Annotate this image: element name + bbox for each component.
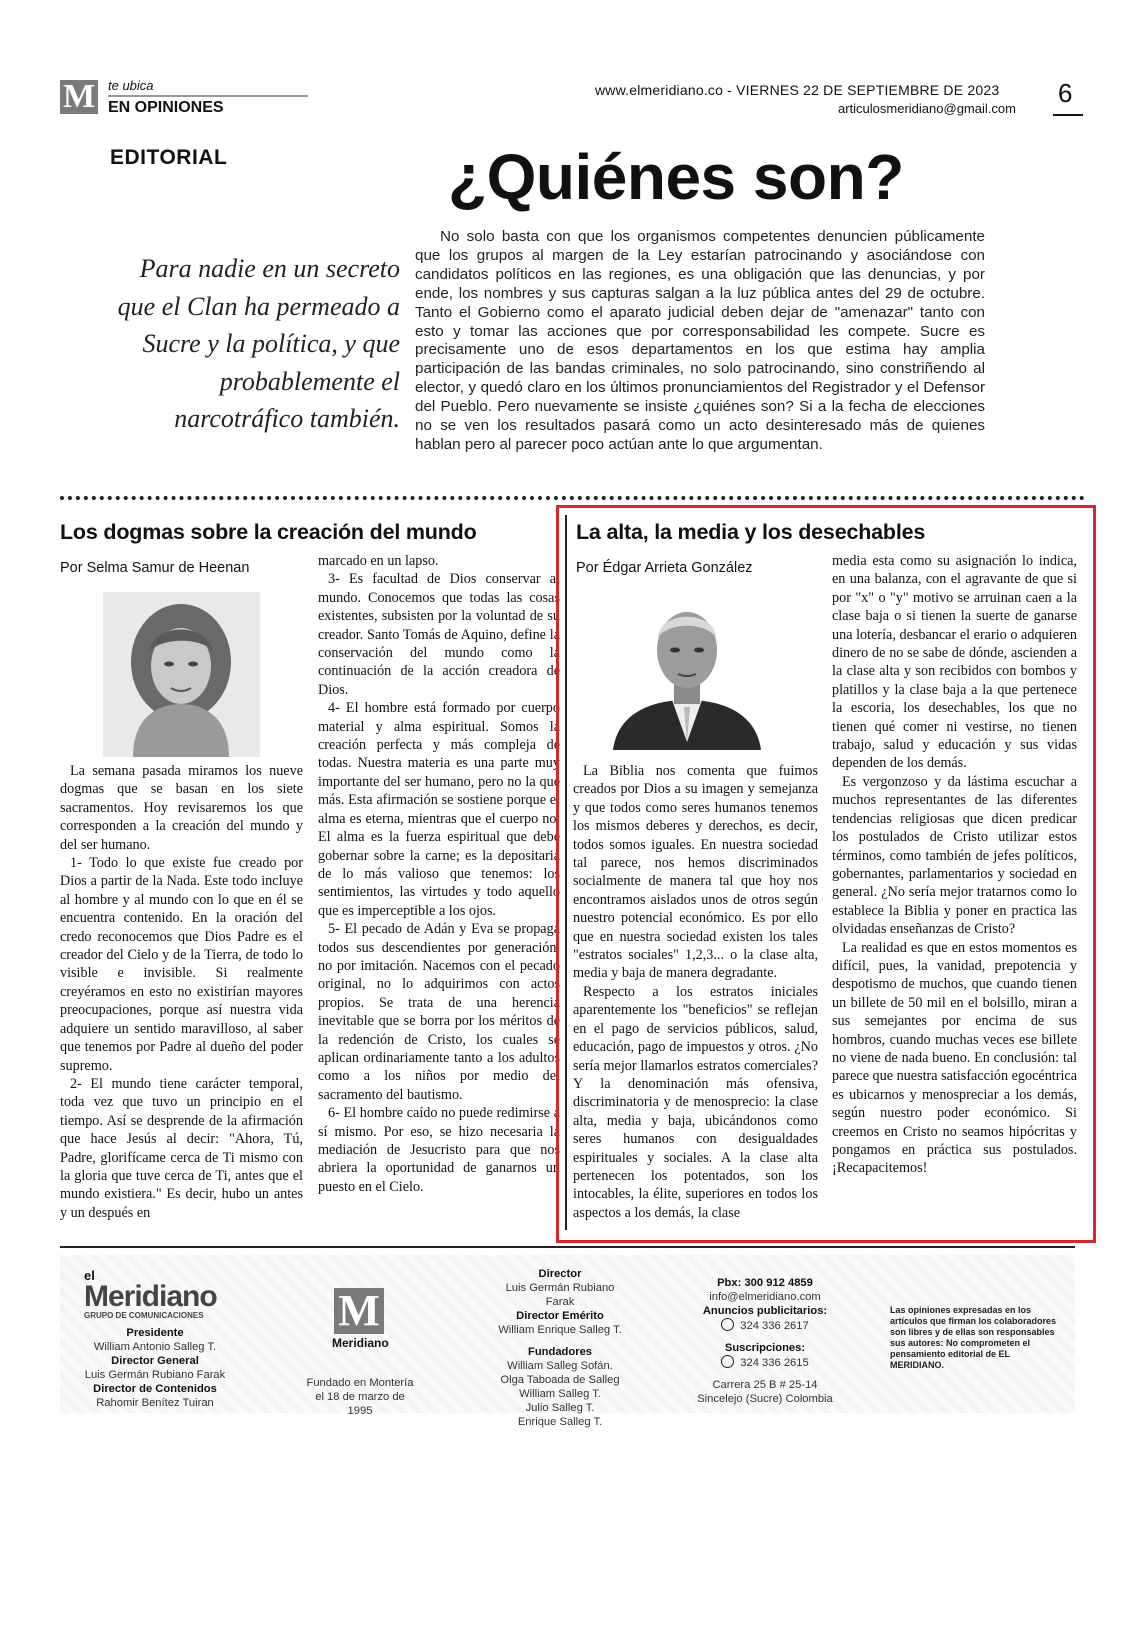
article-2-column-2 [832,552,1077,1178]
paragraph: Respecto a los estratos iniciales aparentemente los "beneficios" se reflejan en el pago de servicios públicos, salud, educación, pago de impuestos y otros. ¿No sería mejor llamarlos estratos comerciales? Y la denominación más ofensiva, discriminatoria y de menosprecio: la clase alta, media y baja, ubicándonos como seres humanos con desigualdades espirituales y sociales. A la clase alta pertenecen los potentados, son los intocables, la élite, superiores en todos los aspectos a los demás, la clase [573,983,818,1221]
paragraph: Es vergonzoso y da lástima escuchar a muchos representantes de las diferentes tendencias religiosas que dicen predicar los postulados de Cristo utilizar estos términos, como también de jefes políticos, gobernantes, parlamentarios y sociedad en general. ¿No sería mejor tratarnos como lo establece la Biblia y poner en practica las olvidadas enseñanzas de Cristo? [832,773,1077,938]
address: Carrera 25 B # 25-14 [712,1379,818,1391]
footer-logo-name: Meridiano [332,1336,389,1350]
article-1-column-1 [60,762,303,1222]
masthead-executives [70,1326,240,1410]
paragraph: 5- El pecado de Adán y Eva se propaga todos sus descendientes por generación, no por imitación. Nacemos con el pecado original, no lo adquirimos con actos propios. Se trata de una herencia inevitable que se borra por los méritos de la redención de Cristo, los cuales se aplican ordinariamente tanto a los adultos como a los niños por medio del sacramento del bautismo. [318,921,560,1103]
bottom-rule [60,1246,1075,1248]
value: Luis Germán Rubiano Farak [84,1369,226,1381]
paragraph: La Biblia nos comenta que fuimos creados por Dios a su imagen y semejanza y que todos como seres humanos tenemos los mismos deberes y derechos, es decir, todos somos iguales. En nuestra sociedad tal parece, nos hemos discriminados socialmente de manera tal que hoy nos encontramos aislados unos de otros según nuestro potencial económico. Es por ello que en nuestra sociedad existen los tales "estratos sociales" 1,2,3... o la clase alta, media y baja de manera degradante. [573,763,818,982]
footer-logo: M [334,1288,384,1334]
value: Rahomir Benítez Tuiran [96,1397,214,1409]
paragraph: 3- Es facultad de Dios conservar al mundo. Conocemos que todas las cosas existentes, subsisten por la voluntad de su creador. Santo Tomás de Aquino, define la conservación del mundo como la continuación de la acción creadora de Dios. [318,571,560,698]
editorial-label: EDITORIAL [110,146,228,169]
kicker-divider [108,95,308,97]
paragraph: 1- Todo lo que existe fue creado por Dios a partir de la Nada. Este todo incluye al hombre y al mundo con lo que en él se encuentra contenido. En la oración del credo reconocemos que Dios Padre es el creador del Cielo y de la Tierra, de todo lo visible e invisible. Si realmente creyéramos en esto no existirían mayores preocupaciones, porque así nuestra vida adquiere un sentido maravilloso, al saber que tenemos por Padre al dueño del poder supremo. [60,855,303,1074]
article-1-byline: Por Selma Samur de Heenan [60,560,250,576]
masthead-directors [490,1267,630,1429]
paragraph: La realidad es que en estos momentos es difícil, pues, la vanidad, prepotencia y despotismo de muchos, que cuando tienen un billete de 50 mil en el bolsillo, miran a sus semejantes por encima de sus hombros, cuando muchas veces ese billete no viene de nada bueno. En conclusión: tal parece que nuestra satisfacción egocéntrica es ubicarnos y menospreciar a los demás, según nuestro poder económico. Si creemos en Cristo no seamos hipócritas y pongamos en práctica sus postulados. ¡Recapacitemos! [832,939,1077,1177]
value: Olga Taboada de Salleg [500,1374,620,1386]
label: Director General [111,1355,199,1367]
page-number: 6 [1058,78,1073,108]
paragraph: 4- El hombre está formado por cuerpo material y alma espiritual. Somos la creación perfecta y más compleja de todas. Nuestra materia es una parte muy importante del ser humano, pero no la que más. Esta afirmación se sostiene porque el alma es eterna, mientras que el cuerpo no. El alma es la fuerza espiritual que debe gobernar sobre la carne; es la depositaria de lo más valioso que tenemos: los sentimientos, las virtudes y todo aquello que es imperceptible a los ojos. [318,700,560,919]
value: Julio Salleg T. [525,1402,595,1414]
label: Fundadores [527,1346,593,1358]
label: Director de Contenidos [93,1383,217,1395]
editorial-body: No solo basta con que los organismos competentes denuncien públicamente que los grupos al margen de la Ley estarían patrocinando y asociándose con candidatos políticos en las regiones, es una obligación que las denuncias, y por ende, los nombres y sus capturas salgan a la luz pública antes del 29 de octubre. Tanto el Gobierno como el aparato judicial deben dejar de "amenazar" tanto con esto y tomar las acciones que por corresponsabilidad les compete. Sucre es precisamente uno de esos departamentos en los que estima hay amplia participación de las bandas criminales, no solo patrocinando, sino constriñendo al elector, y quedó claro en los últimos pronunciamientos del Registrador y el Defensor del Pueblo. Pero nuevamente se insiste ¿quiénes son? Si a la fecha de elecciones no se ven los resultados pasará como un acto desinteresado más de quienes hablan pero al parecer poco actúan ante lo que argumentan. [415,228,985,453]
article-2-column-1 [573,762,818,1222]
label: Suscripciones: [724,1342,806,1354]
value: William Enrique Salleg T. [498,1324,622,1336]
section-kicker: te ubica [108,78,154,93]
phone: 324 336 2617 [740,1320,809,1332]
value: William Salleg T. [519,1388,601,1400]
page-number-underline [1053,114,1083,116]
value: Luis Germán Rubiano Farak [505,1282,615,1308]
label: Director Emérito [516,1310,604,1322]
phone: 324 336 2615 [740,1357,809,1369]
article-2-byline: Por Édgar Arrieta González [576,560,753,576]
paragraph: marcado en un lapso. [318,553,439,569]
paragraph: La semana pasada miramos los nueve dogmas que se basan en los siete sacramentos. Hoy revisaremos los que corresponden a la creación del mundo y del ser humano. [60,763,303,853]
author-photo-woman [103,592,260,757]
address: Sincelejo (Sucre) Colombia [697,1393,833,1405]
whatsapp-icon [721,1355,734,1368]
disclaimer: Las opiniones expresadas en los artículos que firman los colaboradores son libres y de ellas son responsables sus autores: No comprometen el pensamiento editorial de EL MERIDIANO. [890,1305,1057,1370]
article-1-column-2 [318,552,560,1242]
contact-email: articulosmeridiano@gmail.com [838,101,1016,116]
paragraph: 6- El hombre caído no puede redimirse a sí mismo. Por eso, se hizo necesaria la mediación de Jesucristo para que nos abriera la oportunidad de ganarnos un puesto en el Cielo. [318,1105,560,1195]
value: William Antonio Salleg T. [93,1341,217,1353]
pbx: Pbx: 300 912 4859 [717,1277,813,1289]
email: info@elmeridiano.com [709,1291,821,1303]
brand-wordmark [84,1268,234,1320]
section-name: EN OPINIONES [108,99,224,116]
paragraph: 2- El mundo tiene carácter temporal, toda vez que tuvo un principio en el tiempo. Así se desprende de la afirmación que hace Jesús al decir: "Ahora, Tú, Padre, glorifícame cerca de Ti mismo con la gloria que tuve cerca de Ti, antes que el mundo existiera." Es decir, hubo un antes y un después en [60,1075,303,1221]
label: Anuncios publicitarios: [702,1305,828,1317]
dotted-separator [60,496,1085,500]
brand-el: el [84,1268,95,1283]
editorial-headline: ¿Quiénes son? [448,141,904,213]
newspaper-logo: M [60,80,98,114]
founded-note: Fundado en Montería el 18 de marzo de 1995 [306,1377,414,1417]
brand-name: Meridiano [84,1280,217,1313]
brand-group: GRUPO DE COMUNICACIONES [84,1311,204,1320]
paragraph: media esta como su asignación lo indica, en una balanza, con el agravante de que si por "x" o "y" motivo se arruinan caen a la clase baja o si tienen la suerte de ganarse una lotería, desbancar el erario o adquieren dinero de no se sabe de dónde, ascienden a la clase alta y son recibidos con bombos y platillos y la clase baja a la que pertenece la escoria, los desechables, los que no tienen qué comer ni vestirse, no tienen trabajo, salud y educación y sus vidas dependen de los demás. [832,553,1077,772]
column-divider [565,515,567,1230]
author-photo-man [608,592,766,750]
value: William Salleg Sofán. [507,1360,613,1372]
editorial-pullquote: Para nadie en un secreto que el Clan ha permeado a Sucre y la política, y que probablemente el narcotráfico también. [117,254,400,433]
article-2-title: La alta, la media y los desechables [576,520,926,544]
label: Director [538,1268,582,1280]
label: Presidente [126,1327,184,1339]
dateline: www.elmeridiano.co - VIERNES 22 DE SEPTIEMBRE DE 2023 [595,82,1000,98]
value: Enrique Salleg T. [517,1416,603,1428]
article-1-title: Los dogmas sobre la creación del mundo [60,520,477,544]
whatsapp-icon [721,1318,734,1331]
masthead-contact [690,1276,840,1406]
